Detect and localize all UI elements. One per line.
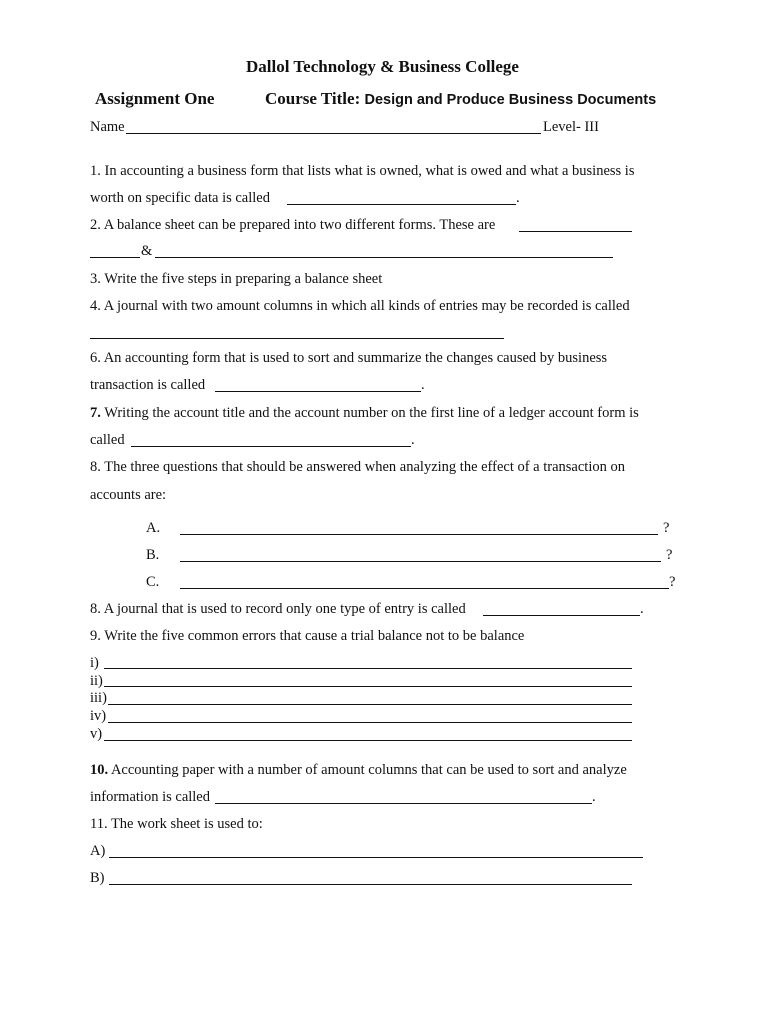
q9-item-1-label: i) [90,655,99,671]
course-title [265,90,656,108]
q8a-item-a-label: A. [146,520,161,536]
q9-item-3-line[interactable] [108,704,632,705]
q4-answer-line[interactable] [90,338,504,339]
q8a-item-c-mark: ? [669,574,676,590]
college-title: Dallol Technology & Business College [246,57,519,76]
q10-line2: information is called [90,789,210,805]
q10-period: . [592,789,596,805]
q8a-item-b-label: B. [146,547,160,563]
q8b-period: . [640,601,644,617]
q9-item-1-line[interactable] [104,668,632,669]
q6-period: . [421,377,425,393]
q10-answer-line[interactable] [215,803,592,804]
q8b-text: 8. A journal that is used to record only one type of entry is called [90,601,466,617]
q8a-item-c-line[interactable] [180,588,669,589]
q8a-item-a-mark: ? [663,520,670,536]
q2-answer-line-2[interactable] [155,257,613,258]
q10-line1 [90,763,627,778]
q8a-item-a-line[interactable] [180,534,658,535]
q11-item-b-line[interactable] [109,884,632,885]
q1-period: . [516,190,520,206]
assignment-label: Assignment One [95,89,215,108]
q8a-line2: accounts are: [90,487,167,503]
q8a-item-b-mark: ? [666,547,673,563]
q9-item-4-line[interactable] [108,722,632,723]
q9-text: 9. Write the five common errors that cause a trial balance not to be balance [90,628,525,644]
q8a-item-c-label: C. [146,574,160,590]
q1-line1: 1. In accounting a business form that lists what is owned, what is owed and what a business is [90,163,635,179]
q11-item-a-line[interactable] [109,857,643,858]
q7-line2: called [90,432,125,448]
q2-line1: 2. A balance sheet can be prepared into two different forms. These are [90,217,496,233]
q7-number: 7. [90,405,101,421]
q6-answer-line[interactable] [215,391,421,392]
name-label: Name [90,119,125,135]
q9-item-2-line[interactable] [104,686,632,687]
q4-line1: 4. A journal with two amount columns in which all kinds of entries may be recorded is called [90,298,630,314]
q11-item-a-label: A) [90,843,106,859]
q9-item-3-label: iii) [90,690,107,706]
q10-number: 10. [90,762,109,778]
q9-item-5-line[interactable] [104,740,632,741]
q9-item-5-label: v) [90,726,103,742]
q7-period: . [411,432,415,448]
q11-item-b-label: B) [90,870,105,886]
q7-text: Writing the account title and the account number on the first line of a ledger account form is [104,405,639,421]
q1-line2: worth on specific data is called [90,190,270,206]
q8a-line1: 8. The three questions that should be answered when analyzing the effect of a transaction on [90,459,625,475]
q8b-answer-line[interactable] [483,615,640,616]
q2-answer-line-1[interactable] [519,231,632,232]
level-label: Level- III [543,119,599,135]
q1-answer-line[interactable] [287,204,516,205]
q9-item-2-label: ii) [90,673,103,689]
q2-ampersand: & [141,243,153,259]
q11-text: 11. The work sheet is used to: [90,816,263,832]
q8a-item-b-line[interactable] [180,561,661,562]
q7-line1 [90,406,639,421]
course-title-label: Course Title: [265,89,361,108]
q6-line2: transaction is called [90,377,206,393]
q2-answer-line-1b[interactable] [90,257,140,258]
q7-answer-line[interactable] [131,446,411,447]
q6-line1: 6. An accounting form that is used to sort and summarize the changes caused by business [90,350,608,366]
course-title-value: Design and Produce Business Documents [364,92,657,108]
q3-text: 3. Write the five steps in preparing a balance sheet [90,271,383,287]
q9-item-4-label: iv) [90,708,107,724]
q10-text: Accounting paper with a number of amount columns that can be used to sort and analyze [110,762,627,778]
name-field-line[interactable] [126,133,541,134]
